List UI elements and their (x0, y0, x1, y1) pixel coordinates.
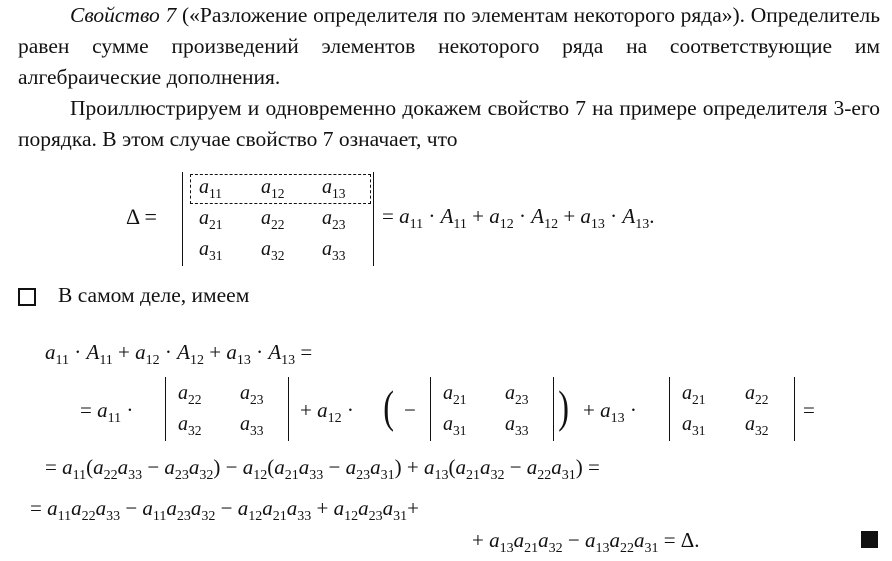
det-cell-a13: $a_{13}$ (322, 176, 346, 201)
det-cell-a23: $a_{23}$ (322, 207, 346, 232)
proof-line-2-start: = $a_{11}$ · (80, 398, 134, 426)
det-cell-a33: $a_{33}$ (322, 238, 346, 263)
minor-cell: $a_{31}$ (682, 413, 706, 438)
property-statement: («Разложение определителя по элементам некоторого ряда»). Определитель равен сумме произведений элементов некоторого ряда на соответствующие им алгебраические дополнения. (18, 3, 881, 89)
right-paren: ) (558, 381, 570, 432)
minor-cell: $a_{23}$ (505, 382, 529, 407)
minor-cell: $a_{32}$ (178, 413, 202, 438)
minor-cell: $a_{21}$ (682, 382, 706, 407)
proof-intro: В самом деле, имеем (58, 283, 250, 307)
proof-line-1: $a_{11} \cdot A_{11} + a_{12} \cdot A_{12} + a_{13} \cdot A_{13}$ = (45, 340, 313, 368)
det-cell-a22: $a_{22}$ (261, 207, 285, 232)
left-paren: ( (383, 381, 395, 432)
expansion-rhs: = $a_{11} \cdot A_{11} + a_{12} \cdot A_{12} + a_{13} \cdot A_{13}$. (382, 204, 655, 232)
proof-line-5: + $a_{13}a_{21}a_{32} - a_{13}a_{22}a_{31} = \Delta$. (472, 528, 700, 556)
minor-cell: $a_{31}$ (443, 413, 467, 438)
proof-start-icon (18, 288, 36, 306)
delta-symbol: Δ = (126, 204, 157, 229)
minor-cell: $a_{22}$ (745, 382, 769, 407)
minor-cell: $a_{32}$ (745, 413, 769, 438)
property-title: Свойство 7 (70, 3, 177, 27)
minor-cell: $a_{33}$ (505, 413, 529, 438)
equals: = (803, 398, 815, 422)
property-paragraph (18, 0, 880, 93)
det-cell-a32: $a_{32}$ (261, 238, 285, 263)
proof-line-4: = $a_{11}a_{22}a_{33} - a_{11}a_{23}a_{32} - a_{12}a_{21}a_{33} + a_{12}a_{23}a_{31}+$ (30, 496, 419, 524)
det-cell-a11: $a_{11}$ (199, 176, 222, 201)
det-cell-a31: $a_{31}$ (199, 238, 223, 263)
minor-cell: $a_{21}$ (443, 382, 467, 407)
minor-cell: $a_{33}$ (240, 413, 264, 438)
qed-icon (861, 531, 878, 548)
minus-sign: − (404, 398, 416, 422)
minor-cell: $a_{22}$ (178, 382, 202, 407)
proof-line-2-mid: + $a_{12}$ · (300, 398, 354, 426)
proof-line-3: = $a_{11}(a_{22}a_{33} - a_{23}a_{32}) - a_{12}(a_{21}a_{33} - a_{23}a_{31}) + a_{13}(a_{21}a_{32} - a_{22}a_{31})$ = (45, 455, 600, 483)
det-cell-a21: $a_{21}$ (199, 207, 223, 232)
proof-line-2-end: + $a_{13}$ · (583, 398, 637, 426)
det-cell-a12: $a_{12}$ (261, 176, 285, 201)
illustration-paragraph: Проиллюстрируем и одновременно докажем свойство 7 на примере определителя 3-его порядка. В этом случае свойство 7 означает, что (18, 96, 880, 151)
minor-cell: $a_{23}$ (240, 382, 264, 407)
